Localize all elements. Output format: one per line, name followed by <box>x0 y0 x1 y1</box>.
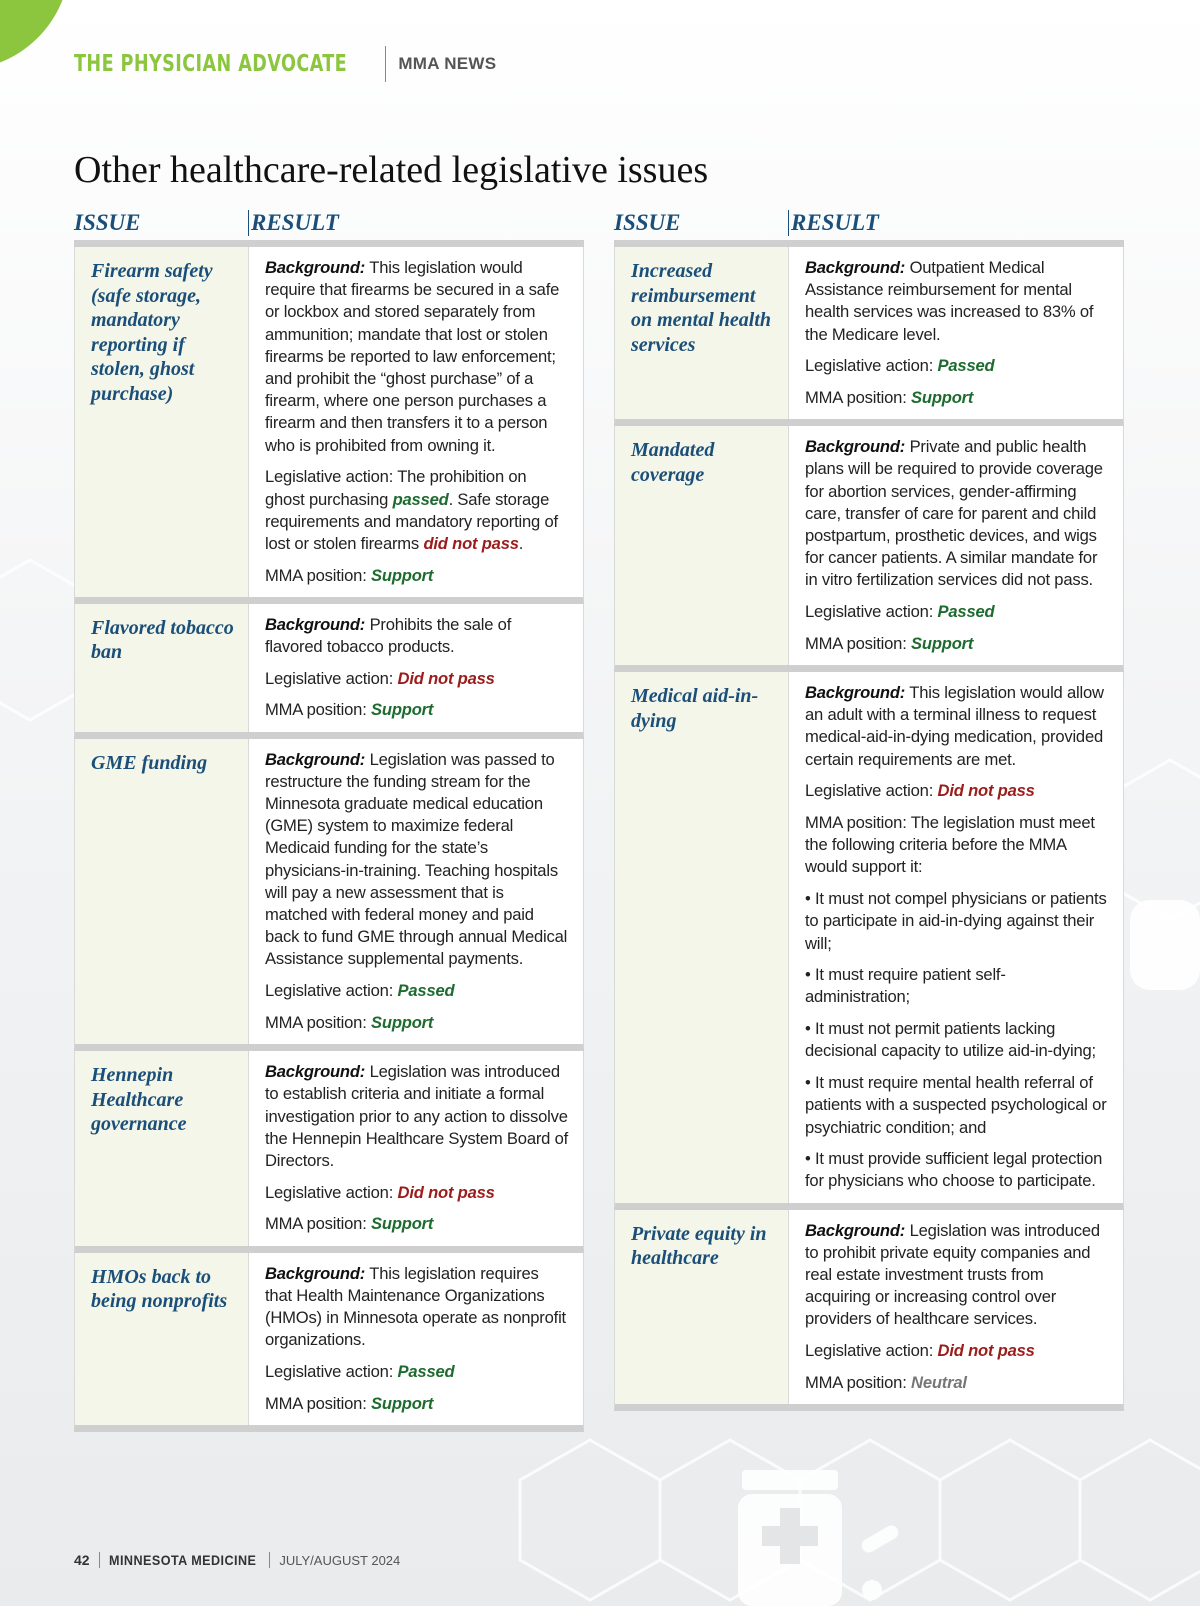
header-section: MMA NEWS <box>398 54 497 73</box>
criteria-item: • It must require patient self-administration; <box>805 965 1006 1007</box>
left-issues-table <box>74 240 584 1432</box>
footer-divider <box>99 1552 100 1568</box>
issue-name: Mandated coverage <box>615 426 789 665</box>
result-cell <box>789 1210 1123 1404</box>
table-row <box>74 247 584 604</box>
left-column-header <box>74 206 584 240</box>
table-row <box>614 247 1124 426</box>
issue-name: Hennepin Healthcare governance <box>75 1051 249 1245</box>
legislative-action: Legislative action: Passed <box>805 356 995 376</box>
page-number: 42 <box>74 1552 90 1568</box>
footer-divider <box>269 1552 270 1568</box>
page-title: Other healthcare-related legislative issues <box>74 149 709 191</box>
table-row <box>74 1051 584 1252</box>
criteria-item: • It must require mental health referral of patients with a suspected psychological or psychiatric condition; and <box>805 1073 1107 1137</box>
legislative-action: Legislative action: Passed <box>265 1361 455 1381</box>
corner-accent <box>0 0 70 70</box>
magazine-name: MINNESOTA MEDICINE <box>108 1552 256 1568</box>
issue-name: Private equity in healthcare <box>615 1210 789 1404</box>
result-cell <box>249 1253 583 1425</box>
table-row <box>614 672 1124 1210</box>
issue-header: ISSUE <box>74 210 141 235</box>
result-header: RESULT <box>248 210 339 236</box>
issue-name: Medical aid-in-dying <box>615 672 789 1203</box>
left-column <box>74 206 584 1432</box>
mma-position: MMA position: Neutral <box>805 1372 967 1392</box>
mma-position: MMA position: Support <box>805 388 974 408</box>
legislative-action: Legislative action: Did not pass <box>265 1182 495 1202</box>
background-text: Background: This legislation requires that Health Maintenance Organizations (HMOs) in Minnesota operate as nonprofit organizations. <box>265 1263 566 1350</box>
result-header: RESULT <box>788 210 879 236</box>
background-text: Background: This legislation would require that firearms be secured in a safe or lockbox and stored separately from ammunition; mandate that lost or stolen firearms be reported to law enforcement; and prohibit the “ghost purchase” of a firearm, where one person purchases a firearm and then transfers it to a person who is prohibited from owning it. <box>265 258 560 455</box>
table-row <box>614 426 1124 672</box>
issue-name: Firearm safety (safe storage, mandatory reporting if stolen, ghost purchase) <box>75 247 249 597</box>
result-cell <box>249 739 583 1044</box>
criteria-item: • It must provide sufficient legal protection for physicians who choose to participate. <box>805 1149 1103 1191</box>
legislative-action: Legislative action: Did not pass <box>265 668 495 688</box>
mma-position: MMA position: Support <box>265 1012 434 1032</box>
background-text: Background: Prohibits the sale of flavored tobacco products. <box>265 614 512 657</box>
header-divider <box>385 46 386 82</box>
table-row <box>74 739 584 1051</box>
mma-position: MMA position: The legislation must meet the following criteria before the MMA would support it: <box>805 813 1095 877</box>
header-brand: THE PHYSICIAN ADVOCATE <box>74 51 348 77</box>
background-text: Background: Outpatient Medical Assistance reimbursement for mental health services was increased to 83% of the Medicare level. <box>805 258 1094 344</box>
criteria-item: • It must not permit patients lacking decisional capacity to utilize aid-in-dying; <box>805 1019 1096 1061</box>
mma-position: MMA position: Support <box>265 565 434 585</box>
legislative-action: Legislative action: The prohibition on ghost purchasing passed. Safe storage requirements and mandatory reporting of lost or stolen firearms did not pass. <box>265 467 558 553</box>
issue-name: Increased reimbursement on mental health services <box>615 247 789 419</box>
table-row <box>74 604 584 739</box>
background-text: Background: This legislation would allow an adult with a terminal illness to request medical-aid-in-dying medication, provided certain requirements are met. <box>805 683 1104 769</box>
result-cell <box>789 426 1123 665</box>
issue-name: HMOs back to being nonprofits <box>75 1253 249 1425</box>
result-cell <box>789 247 1123 419</box>
background-text: Background: Legislation was introduced to establish criteria and initiate a formal investigation prior to any action to dissolve the Hennepin Healthcare System Board of Directors. <box>265 1062 569 1170</box>
right-issues-table <box>614 240 1124 1411</box>
result-cell <box>249 604 583 732</box>
mma-position: MMA position: Support <box>805 633 974 653</box>
legislative-action: Legislative action: Did not pass <box>805 1341 1035 1361</box>
result-cell <box>789 672 1123 1203</box>
legislative-action: Legislative action: Did not pass <box>805 781 1035 801</box>
table-row <box>614 1210 1124 1411</box>
page-footer <box>74 1552 400 1568</box>
issue-header: ISSUE <box>614 210 681 235</box>
background-text: Background: Private and public health plans will be required to provide coverage for abortion services, gender-affirming care, transfer of care for parent and child postpartum, prosthetic devices, and wigs for cancer patients. A similar mandate for in vitro fertilization services did not pass. <box>805 437 1103 590</box>
right-column-header <box>614 206 1124 240</box>
result-cell <box>249 1051 583 1245</box>
mma-position: MMA position: Support <box>265 1214 434 1234</box>
issue-name: GME funding <box>75 739 249 1044</box>
criteria-item: • It must not compel physicians or patients to participate in aid-in-dying against their will; <box>805 889 1107 953</box>
legislative-action: Legislative action: Passed <box>265 981 455 1001</box>
issue-name: Flavored tobacco ban <box>75 604 249 732</box>
background-text: Background: Legislation was introduced to prohibit private equity companies and real estate investment trusts from acquiring or increasing control over providers of healthcare services. <box>805 1220 1100 1329</box>
legislative-action: Legislative action: Passed <box>805 602 995 622</box>
page-header <box>74 46 496 82</box>
medicine-bottle-icon <box>738 1470 842 1606</box>
right-column <box>614 206 1124 1411</box>
result-cell <box>249 247 583 597</box>
issue-date: JULY/AUGUST 2024 <box>279 1552 401 1568</box>
mma-position: MMA position: Support <box>265 1393 434 1413</box>
mma-position: MMA position: Support <box>265 700 434 720</box>
table-row <box>74 1253 584 1432</box>
background-text: Background: Legislation was passed to restructure the funding stream for the Minnesota graduate medical education (GME) system to maximize federal Medicaid funding for the state’s physicians-in-training. Teaching hospitals will pay a new assessment that is matched with federal money and paid back to fund GME through annual Medical Assistance supplemental payments. <box>265 749 568 969</box>
